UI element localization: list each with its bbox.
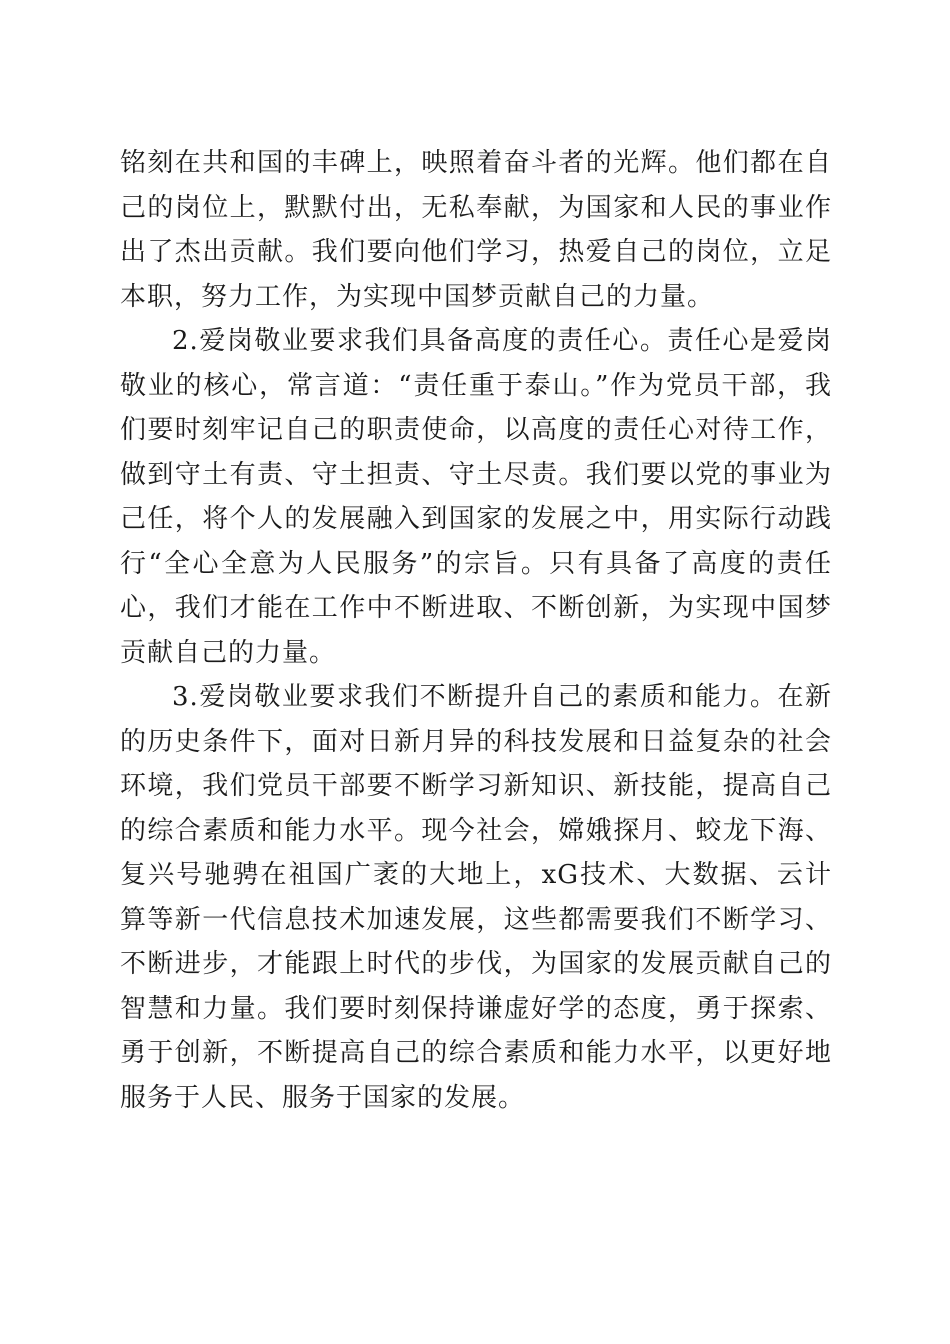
paragraph-point-2: 2.爱岗敬业要求我们具备高度的责任心。责任心是爱岗敬业的核心，常言道：“责任重于泰山。”作为党员干部，我们要时刻牢记自己的职责使命，以高度的责任心对待工作，做到守土有责、守土担责、守土尽责。我们要以党的事业为己任，将个人的发展融入到国家的发展之中，用实际行动践行“全心全意为人民服务”的宗旨。只有具备了高度的责任心，我们才能在工作中不断进取、不断创新，为实现中国梦贡献自己的力量。: [120, 326, 832, 668]
paragraph-continuation: 铭刻在共和国的丰碑上，映照着奋斗者的光辉。他们都在自己的岗位上，默默付出，无私奉献，为国家和人民的事业作出了杰出贡献。我们要向他们学习，热爱自己的岗位，立足本职，努力工作，为实现中国梦贡献自己的力量。: [120, 148, 832, 312]
document-body: [120, 141, 832, 1120]
paragraph-point-3: 3.爱岗敬业要求我们不断提升自己的素质和能力。在新的历史条件下，面对日新月异的科技发展和日益复杂的社会环境，我们党员干部要不断学习新知识、新技能，提高自己的综合素质和能力水平。现今社会，嫦娥探月、蛟龙下海、复兴号驰骋在祖国广袤的大地上，xG技术、大数据、云计算等新一代信息技术加速发展，这些都需要我们不断学习、不断进步，才能跟上时代的步伐，为国家的发展贡献自己的智慧和力量。我们要时刻保持谦虚好学的态度，勇于探索、勇于创新，不断提高自己的综合素质和能力水平，以更好地服务于人民、服务于国家的发展。: [120, 682, 832, 1113]
